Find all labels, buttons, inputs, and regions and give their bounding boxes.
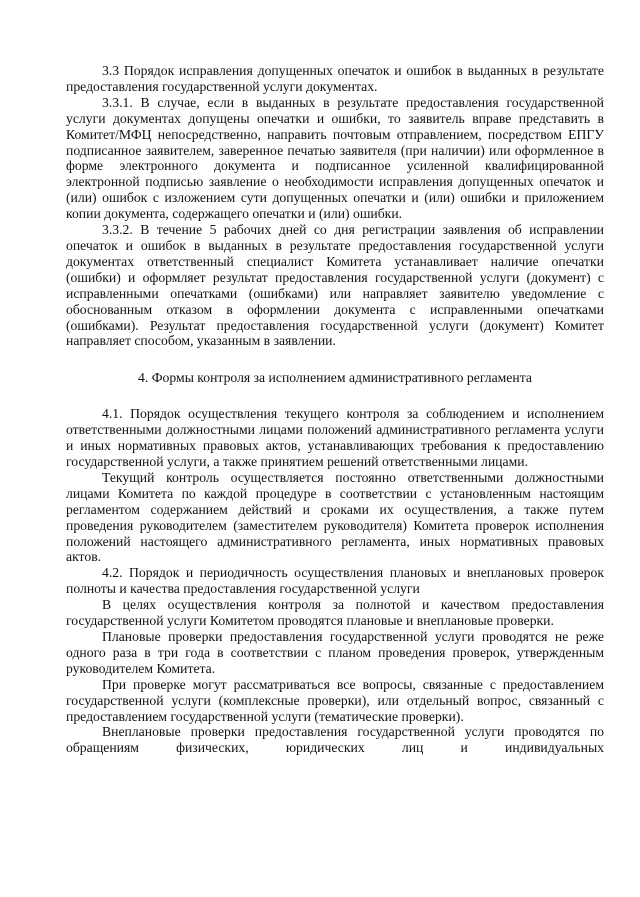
paragraph-check-scope: При проверке могут рассматриваться все вопросы, связанные с предоставлением государственной услуги (комплексные проверки), или отдельный вопрос, связанный с предоставлением государственной услуги (тематические проверки). xyxy=(66,676,604,724)
paragraph-4-1: 4.1. Порядок осуществления текущего контроля за соблюдением и исполнением ответственными должностными лицами положений административного регламента услуги и иных нормативных правовых актов, устанавливающих требования к предоставлению государственной услуги, а также принятием решений ответственными лицами. xyxy=(66,406,604,470)
paragraph-planned-checks: Плановые проверки предоставления государственной услуги проводятся не реже одного раза в три года в соответствии с планом проведения проверок, утвержденным руководителем Комитета. xyxy=(66,629,604,676)
section-heading: 4. Формы контроля за исполнением административного регламента xyxy=(138,370,532,386)
paragraph-control-purpose: В целях осуществления контроля за полнотой и качеством предоставления государственной услуги Комитетом проводятся плановые и внеплановые проверки. xyxy=(66,597,604,629)
paragraph-3-3: 3.3 Порядок исправления допущенных опечаток и ошибок в выданных в результате предоставления государственной услуги документах. xyxy=(66,63,604,94)
paragraph-current-control: Текущий контроль осуществляется постоянно ответственными должностными лицами Комитета по каждой процедуре в соответствии с установленным настоящим регламентом содержанием действий и сроками их осуществления, а также путем проведения руководителем (заместителем руководителя) Комитета проверок исполнения положений настоящего административного регламента, иных нормативных правовых актов. xyxy=(66,469,604,565)
paragraph-3-3-2: 3.3.2. В течение 5 рабочих дней со дня регистрации заявления об исправлении опечаток и ошибок в выданных в результате предоставления государственной услуги документах ответственный специалист Комитета устанавливает наличие опечатки (ошибки) и оформляет результат предоставления государственной услуги (документ) с исправленными опечатками (ошибками) или направляет заявителю уведомление с обоснованным отказом в оформлении документа с исправленными опечатками (ошибками). Результат предоставления государственной услуги (документ) Комитет направляет способом, указанным в заявлении. xyxy=(66,222,604,349)
paragraph-4-2: 4.2. Порядок и периодичность осуществления плановых и внеплановых проверок полноты и качества предоставления государственной услуги xyxy=(66,565,604,597)
paragraph-3-3-1: 3.3.1. В случае, если в выданных в результате предоставления государственной услуги документах допущены опечатки и ошибки, то заявитель вправе представить в Комитет/МФЦ непосредственно, направить почтовым отправлением, посредством ЕПГУ подписанное заявителем, заверенное печатью заявителя (при наличии) или оформленное в форме электронного документа и подписанное усиленной квалифицированной электронной подписью заявление о необходимости исправления допущенных опечаток и (или) ошибок с изложением сути допущенных опечатки и (или) ошибки и приложением копии документа, содержащего опечатки и (или) ошибки. xyxy=(66,94,604,222)
paragraph-unplanned-checks: Внеплановые проверки предоставления государственной услуги проводятся по обращениям физических, юридических лиц и индивидуальных xyxy=(66,724,604,756)
